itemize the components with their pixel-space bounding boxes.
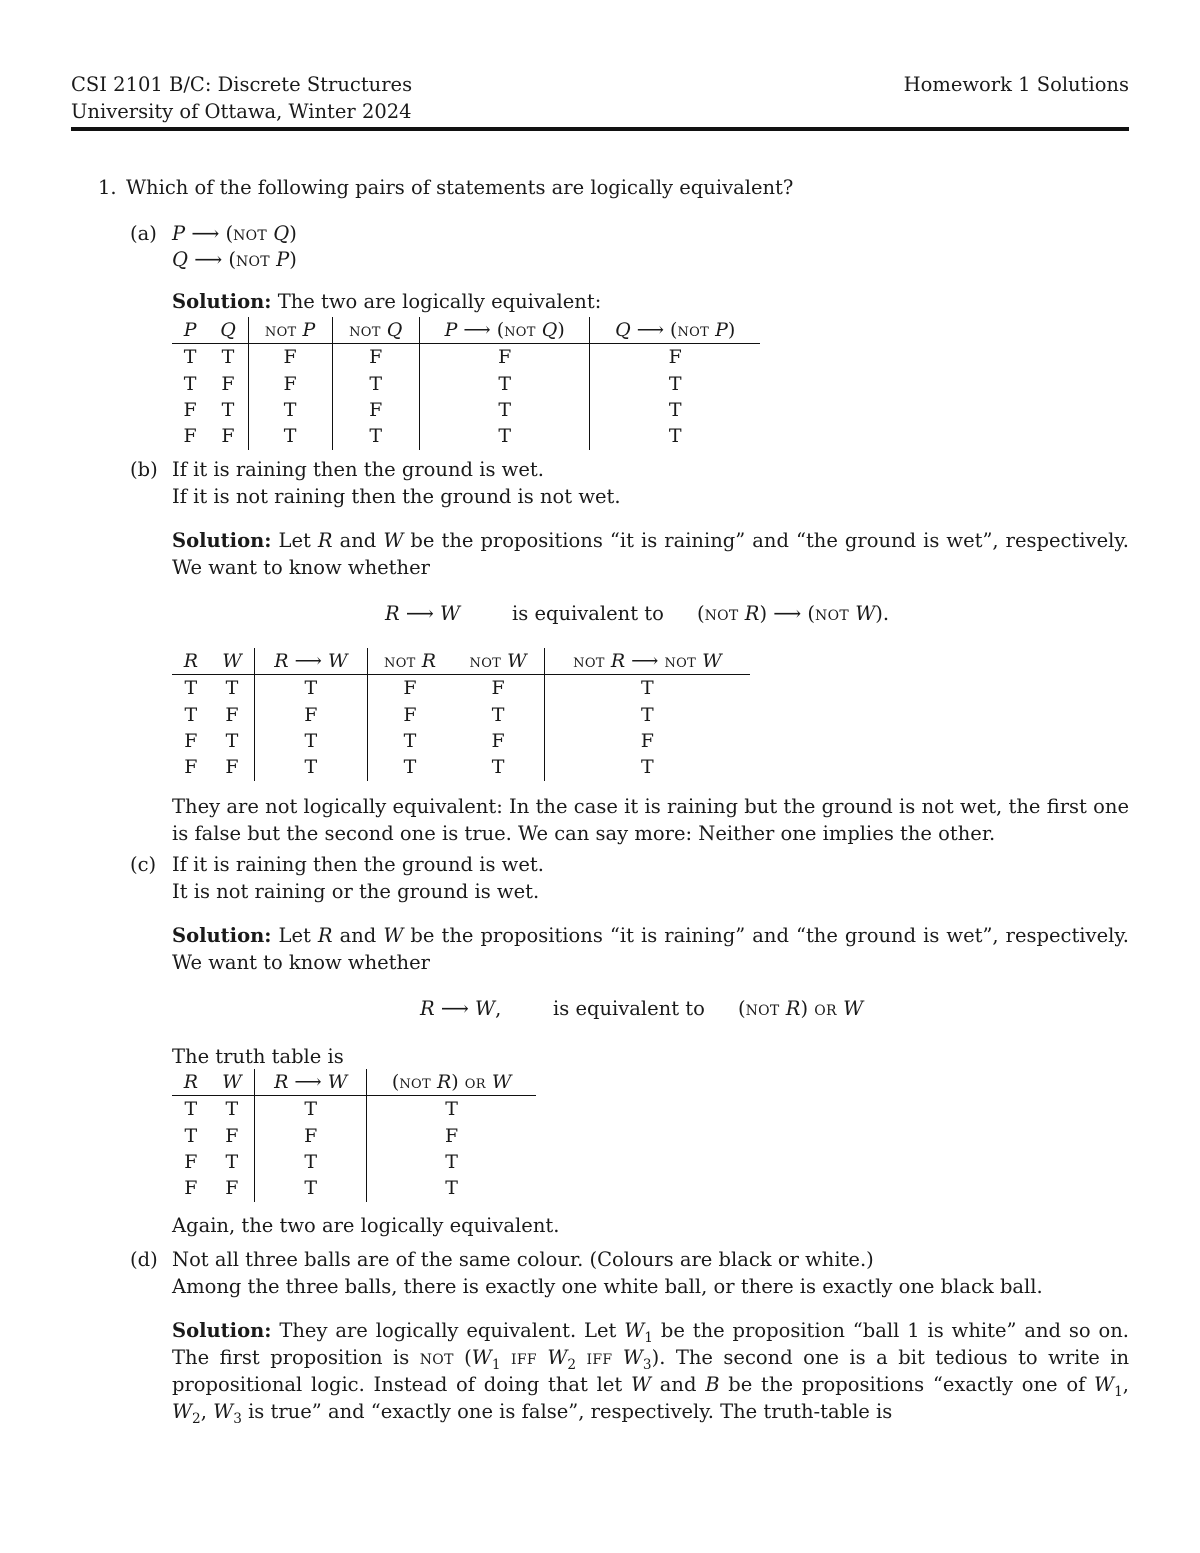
cell: T [544, 701, 750, 727]
solution-label: Solution: [172, 1319, 272, 1342]
part-a-statement-1: P ⟶ (not Q) [172, 222, 297, 245]
cell: F [419, 344, 590, 371]
cell: T [221, 398, 235, 421]
cell: T [255, 754, 367, 780]
col-p-implies-not-q: P ⟶ (not Q) [419, 317, 590, 344]
table-row [172, 1149, 536, 1175]
part-b-solution: Solution: Let R and W be the propositions “it is raining” and “the ground is wet”, respectively. We want to know whether [172, 529, 1129, 579]
cell: T [184, 1124, 198, 1147]
cell: F [183, 425, 197, 448]
cell: F [184, 756, 198, 779]
cell: T [248, 423, 332, 449]
table-row [172, 754, 750, 780]
part-c-display-middle: is equivalent to [553, 997, 705, 1020]
cell: T [248, 397, 332, 423]
document-title: Homework 1 Solutions [903, 73, 1129, 96]
cell: F [248, 370, 332, 396]
part-c-solution: Solution: Let R and W be the propositions “it is raining” and “the ground is wet”, respectively. We want to know whether [172, 924, 1129, 974]
cell: T [367, 1175, 536, 1201]
table-row [172, 701, 750, 727]
solution-text: The two are logically equivalent: [277, 290, 602, 313]
question-prompt: Which of the following pairs of statements are logically equivalent? [126, 176, 794, 199]
part-b-display-rhs: (not R) ⟶ (not W). [697, 602, 890, 625]
part-c-display-lhs: R ⟶ W, [420, 997, 502, 1020]
part-a-solution [172, 290, 601, 314]
truth-table-b [172, 648, 750, 781]
cell: F [248, 344, 332, 371]
cell: T [590, 370, 760, 396]
cell: T [183, 346, 197, 369]
part-c-label: (c) [130, 853, 157, 876]
cell: T [255, 1175, 367, 1201]
cell: T [183, 372, 197, 395]
cell: F [225, 1124, 239, 1147]
cell: T [225, 1150, 239, 1173]
table-header-row [172, 317, 760, 344]
cell: T [419, 423, 590, 449]
cell: T [332, 423, 419, 449]
cell: T [225, 677, 239, 700]
cell: T [491, 756, 505, 779]
part-d-label: (d) [130, 1248, 158, 1271]
col-q-implies-not-p: Q ⟶ (not P) [590, 317, 760, 344]
part-b-display-lhs: R ⟶ W [385, 602, 461, 625]
cell: F [184, 1177, 198, 1200]
cell: F [491, 677, 505, 700]
part-b-statement-2: If it is not raining then the ground is not wet. [172, 485, 621, 508]
table-header-row [172, 1069, 536, 1096]
part-c-conclusion: Again, the two are logically equivalent. [172, 1214, 560, 1237]
cell: T [255, 1096, 367, 1123]
cell: T [419, 397, 590, 423]
cell: T [367, 1096, 536, 1123]
cell: F [367, 1122, 536, 1148]
col-not-r-or-w: (not R) or W [367, 1069, 536, 1096]
university-line: University of Ottawa, Winter 2024 [71, 100, 412, 123]
cell: F [225, 756, 239, 779]
header-rule [71, 127, 1129, 131]
cell: T [332, 370, 419, 396]
cell: T [255, 728, 367, 754]
part-c-statement-1: If it is raining then the ground is wet. [172, 853, 544, 876]
table-row [172, 370, 760, 396]
cell: F [221, 425, 235, 448]
table-row [172, 728, 750, 754]
part-b-conclusion: They are not logically equivalent: In the case it is raining but the ground is not wet, the first one is false but the second one is true. We can say more: Neither one implies the other. [172, 795, 1129, 845]
part-b-label: (b) [130, 458, 158, 481]
cell: F [225, 1177, 239, 1200]
cell: T [590, 423, 760, 449]
col-not-p: not P [248, 317, 332, 344]
cell: F [332, 344, 419, 371]
cell: T [544, 675, 750, 702]
cell: T [367, 754, 452, 780]
table-row [172, 1175, 536, 1201]
part-a-statement-2: Q ⟶ (not P) [172, 248, 297, 271]
cell: F [183, 398, 197, 421]
part-b-display-middle: is equivalent to [512, 602, 664, 625]
cell: F [544, 728, 750, 754]
part-c-statement-2: It is not raining or the ground is wet. [172, 880, 540, 903]
part-d-statement-2: Among the three balls, there is exactly one white ball, or there is exactly one black ball. [172, 1275, 1043, 1298]
col-r: R [172, 648, 210, 675]
cell: F [255, 1122, 367, 1148]
cell: F [367, 675, 452, 702]
cell: F [590, 344, 760, 371]
cell: T [491, 703, 505, 726]
part-d-statement-1: Not all three balls are of the same colour. (Colours are black or white.) [172, 1248, 874, 1271]
col-p: P [172, 317, 208, 344]
cell: T [225, 1098, 239, 1121]
cell: T [367, 728, 452, 754]
table-row [172, 675, 750, 702]
table-header-row [172, 648, 750, 675]
col-not-r-implies-not-w: not R ⟶ not W [544, 648, 750, 675]
cell: T [184, 703, 198, 726]
col-not-q: not Q [332, 317, 419, 344]
table-row [172, 1096, 536, 1123]
col-not-w: not W [452, 648, 544, 675]
cell: T [590, 397, 760, 423]
col-r: R [172, 1069, 210, 1096]
col-q: Q [208, 317, 248, 344]
cell: T [544, 754, 750, 780]
col-r-implies-w: R ⟶ W [255, 1069, 367, 1096]
question-number: 1. [98, 176, 117, 199]
cell: F [332, 397, 419, 423]
col-w: W [210, 1069, 255, 1096]
col-w: W [210, 648, 255, 675]
cell: T [255, 675, 367, 702]
truth-table-c [172, 1069, 536, 1202]
cell: F [221, 372, 235, 395]
cell: F [225, 703, 239, 726]
solution-label: Solution: [172, 290, 272, 313]
part-c-display-rhs: (not R) or W [738, 997, 864, 1020]
cell: F [491, 729, 505, 752]
table-row [172, 423, 760, 449]
page-header [71, 73, 1129, 125]
cell: F [255, 701, 367, 727]
col-not-r: not R [367, 648, 452, 675]
truth-table-a [172, 317, 760, 450]
cell: T [367, 1149, 536, 1175]
part-c-table-intro: The truth table is [172, 1045, 344, 1068]
part-a-label: (a) [130, 222, 157, 245]
solution-label: Solution: [172, 529, 272, 552]
table-row [172, 344, 760, 371]
cell: T [184, 1098, 198, 1121]
cell: T [184, 677, 198, 700]
part-d-solution: Solution: They are logically equivalent. Let $W_1$ be the proposition “ball 1 is white” and so on. The first proposition is not ($W_1$ iff $W_2$ iff $W_3$). The second one is a bit tedious to write in propositional logic. Instead of doing that let W and B be the propositions “exactly one of $W_1$, $W_2$, $W_3$ is true” and “exactly one is false”, respectively. The truth-table is [172, 1319, 1130, 1427]
cell: T [255, 1149, 367, 1175]
cell: T [221, 346, 235, 369]
table-row [172, 1122, 536, 1148]
col-r-implies-w: R ⟶ W [255, 648, 367, 675]
part-b-statement-1: If it is raining then the ground is wet. [172, 458, 544, 481]
course-title: CSI 2101 B/C: Discrete Structures [71, 73, 413, 96]
cell: F [367, 701, 452, 727]
cell: F [184, 1150, 198, 1173]
solution-label: Solution: [172, 924, 272, 947]
table-row [172, 397, 760, 423]
cell: T [225, 729, 239, 752]
cell: T [419, 370, 590, 396]
cell: F [184, 729, 198, 752]
